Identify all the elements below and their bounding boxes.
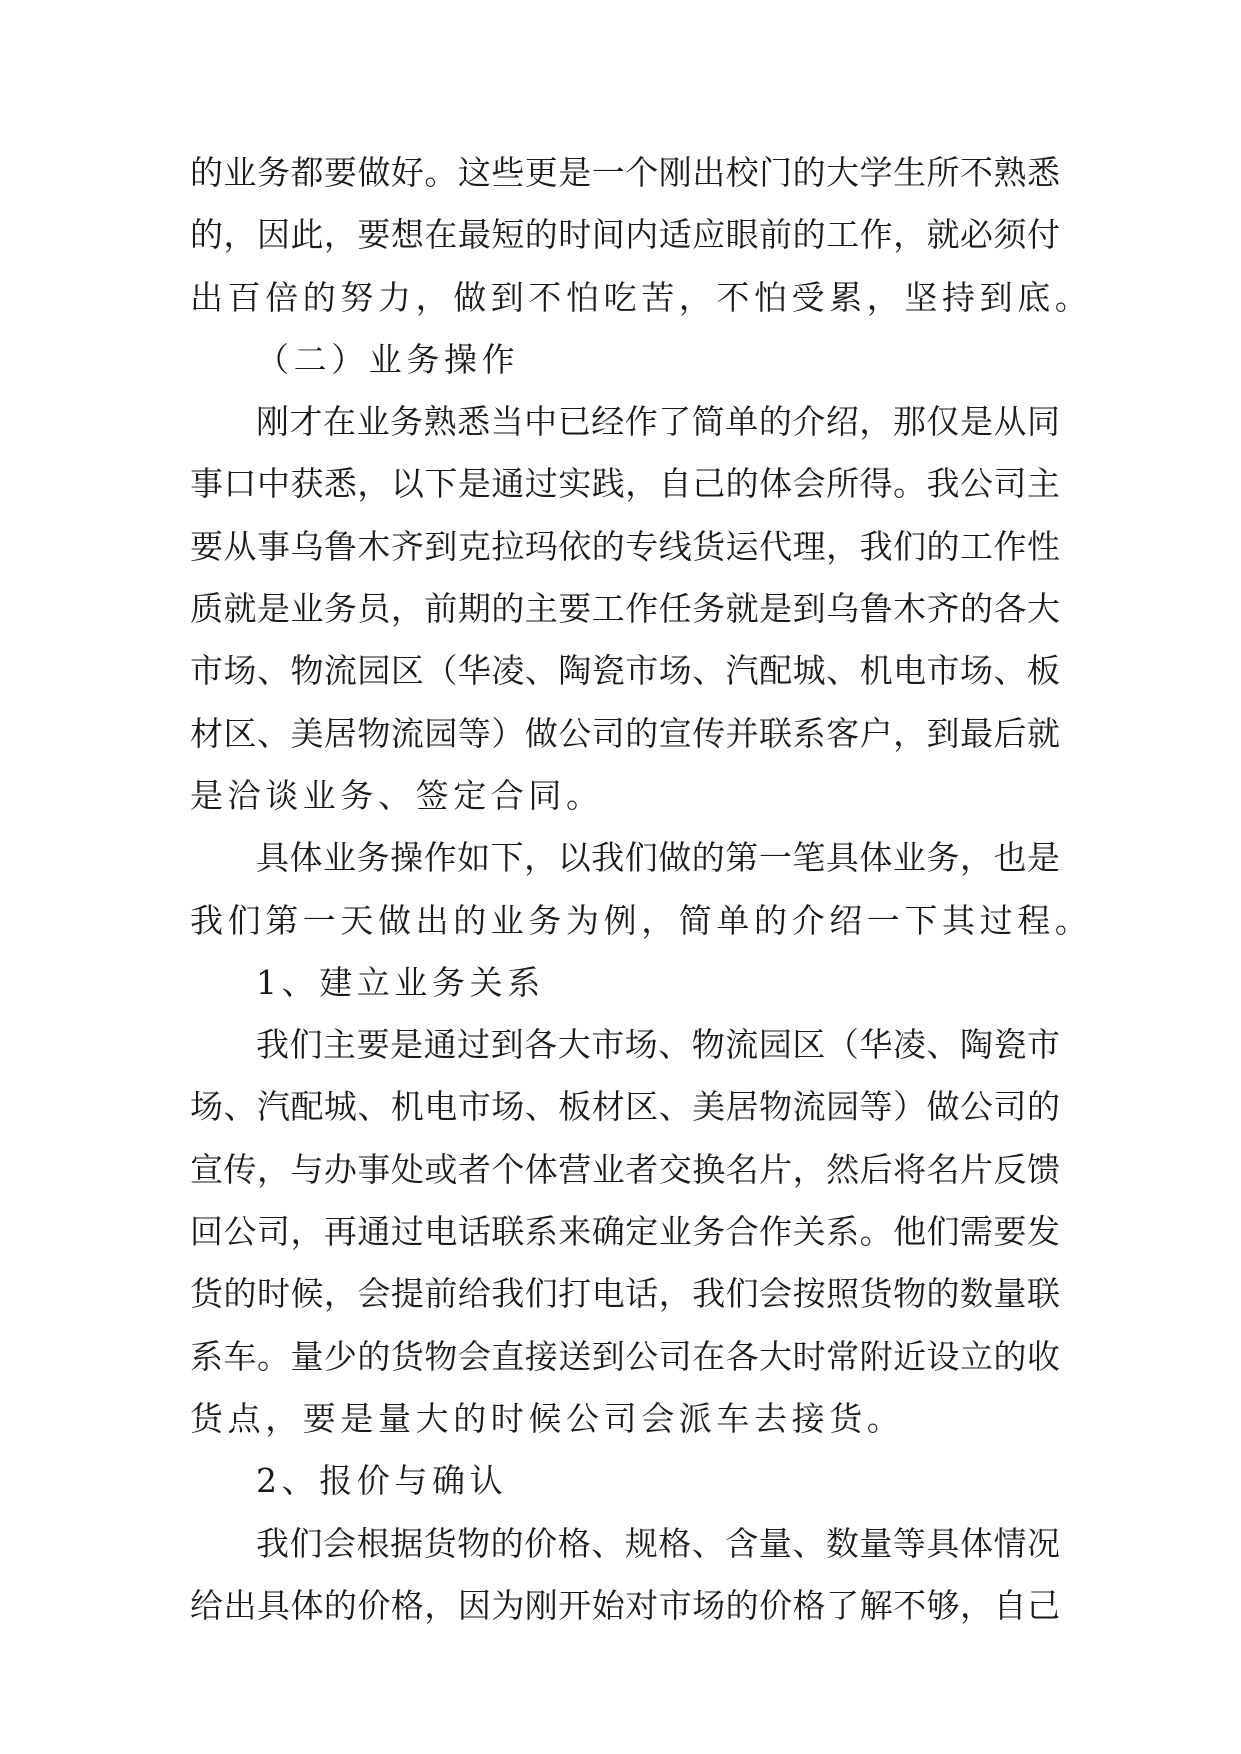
text-line: 系车。量少的货物会直接送到公司在各大时常附近设立的收 <box>190 1336 1060 1376</box>
text-line: 事口中获悉，以下是通过实践，自己的体会所得。我公司主 <box>190 464 1060 504</box>
text-line: 货的时候，会提前给我们打电话，我们会按照货物的数量联 <box>190 1274 1060 1314</box>
text-line: 1、建立业务关系 <box>256 962 545 1002</box>
text-line: 场、汽配城、机电市场、板材区、美居物流园等）做公司的 <box>190 1087 1060 1127</box>
text-line: 质就是业务员，前期的主要工作任务就是到乌鲁木齐的各大 <box>190 589 1060 629</box>
text-line: 具体业务操作如下，以我们做的第一笔具体业务，也是 <box>256 838 1060 878</box>
text-line: 的业务都要做好。这些更是一个刚出校门的大学生所不熟悉 <box>190 153 1060 192</box>
text-line: 刚才在业务熟悉当中已经作了简单的介绍，那仅是从同 <box>256 402 1060 442</box>
document-body <box>190 142 1093 1637</box>
text-line: 宣传，与办事处或者个体营业者交换名片，然后将名片反馈 <box>190 1149 1060 1189</box>
text-line: 要从事乌鲁木齐到克拉玛依的专线货运代理，我们的工作性 <box>190 526 1060 566</box>
text-line: 是洽谈业务、签定合同。 <box>190 775 604 815</box>
text-line: 材区、美居物流园等）做公司的宣传并联系客户，到最后就 <box>190 713 1060 753</box>
text-line: 给出具体的价格，因为刚开始对市场的价格了解不够，自己 <box>190 1585 1060 1625</box>
text-line: 我们主要是通过到各大市场、物流园区（华凌、陶瓷市 <box>256 1025 1060 1065</box>
text-line: 我们第一天做出的业务为例，简单的介绍一下其过程。 <box>190 900 1093 940</box>
text-line: 回公司，再通过电话联系来确定业务合作关系。他们需要发 <box>190 1212 1060 1252</box>
text-line: （二）业务操作 <box>256 339 520 379</box>
text-line: 出百倍的努力，做到不怕吃苦，不怕受累，坚持到底。 <box>190 277 1093 317</box>
text-line: 2、报价与确认 <box>256 1461 508 1501</box>
text-line: 货点，要是量大的时候公司会派车去接货。 <box>190 1398 905 1438</box>
text-line: 市场、物流园区（华凌、陶瓷市场、汽配城、机电市场、板 <box>190 651 1060 691</box>
document-page <box>190 142 1093 1637</box>
text-line: 的，因此，要想在最短的时间内适应眼前的工作，就必须付 <box>190 215 1060 255</box>
text-line: 我们会根据货物的价格、规格、含量、数量等具体情况 <box>256 1523 1060 1563</box>
